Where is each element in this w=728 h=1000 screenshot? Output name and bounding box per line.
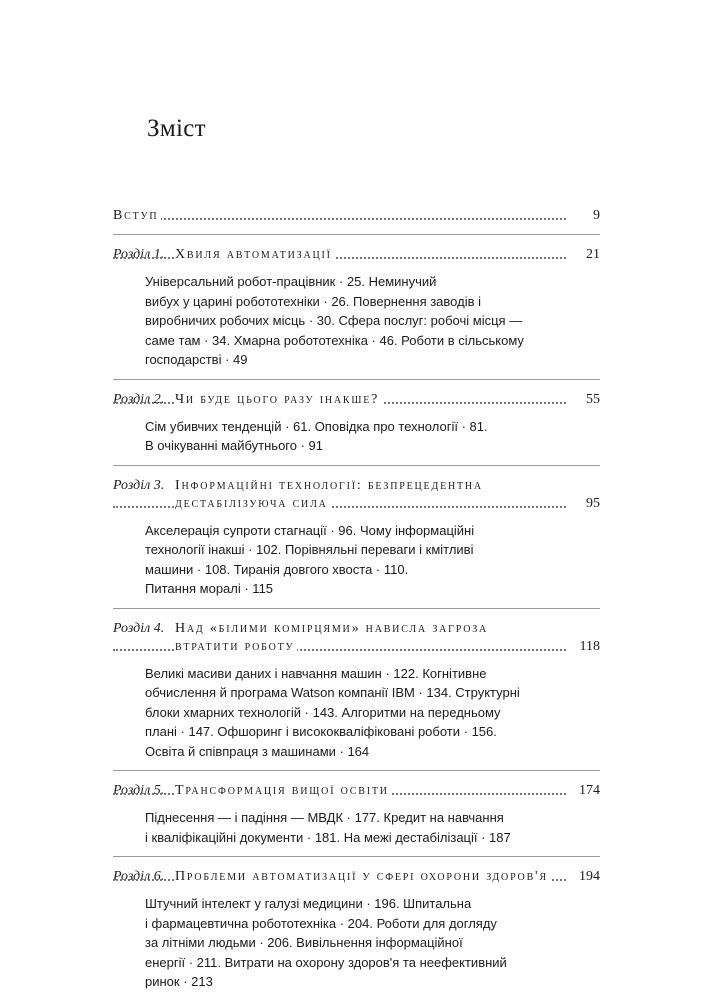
subsection-line: за літніми людьми · 206. Вивільнення інформаційної <box>145 935 463 950</box>
dot-leader <box>113 218 566 220</box>
subsection-line: плані · 147. Офшоринг і висококваліфіковані роботи · 156. <box>145 724 497 739</box>
chapter-label: Розділ 1. <box>113 247 165 262</box>
chapter-subsections <box>145 894 545 992</box>
toc-entry-chapter-2 <box>113 391 600 456</box>
intro-page-number: 9 <box>593 208 600 223</box>
chapter-title: дестабілізуюча сила <box>175 496 331 511</box>
chapter-label: Розділ 5. <box>113 783 165 798</box>
chapter-title: Трансформація вищої освіти <box>175 783 392 798</box>
chapter-subsections <box>145 417 545 456</box>
toc-entry-intro <box>113 207 600 225</box>
subsection-line: Акселерація супроти стагнації · 96. Чому інформаційні <box>145 522 475 538</box>
subsection-line: вибух у царині робототехніки · 26. Повернення заводів і <box>145 293 481 309</box>
separator-line <box>113 608 600 609</box>
toc-entry-header <box>113 868 600 886</box>
toc-entry-chapter-3 <box>113 477 600 599</box>
subsection-line: Сім убивчих тенденцій · 61. Оповідка про технології · 81. <box>145 418 488 434</box>
subsection-line: і фармацевтична робототехніка · 204. Роботи для догляду <box>145 915 497 931</box>
toc-entry-header <box>113 620 600 656</box>
chapter-title: втратити роботу <box>175 639 297 654</box>
subsection-line: енергії · 211. Витрати на охорону здоров'я та неефективний <box>145 954 507 970</box>
chapter-page-number: 21 <box>586 247 600 262</box>
toc-entry-chapter-5 <box>113 782 600 847</box>
separator-line <box>113 234 600 235</box>
chapter-page-number: 95 <box>586 495 600 511</box>
subsection-line: і кваліфікаційні документи · 181. На межі дестабілізації · 187 <box>145 829 511 845</box>
chapter-title: Хвиля автоматизації <box>175 247 335 262</box>
chapter-title: Над «білими комірцями» нависла загроза <box>175 621 491 636</box>
subsection-line: Освіта й співпраця з машинами · 164 <box>145 743 370 759</box>
chapter-page-number: 194 <box>579 869 600 884</box>
toc-entry-header <box>113 246 600 264</box>
subsection-line: Штучний інтелект у галузі медицини · 196. Шпитальна <box>145 896 472 911</box>
intro-title: Вступ <box>113 208 161 223</box>
chapter-subsections <box>145 272 545 370</box>
subsection-line: господарстві · 49 <box>145 352 248 367</box>
chapter-label: Розділ 2. <box>113 391 165 407</box>
chapter-page-number: 118 <box>579 638 600 654</box>
chapter-subsections <box>145 664 545 762</box>
subsection-line: технології інакші · 102. Порівняльні переваги і кмітливі <box>145 542 474 557</box>
subsection-line: блоки хмарних технологій · 143. Алгоритми на передньому <box>145 704 501 720</box>
chapter-label: Розділ 6. <box>113 869 165 884</box>
separator-line <box>113 856 600 857</box>
toc-entry-chapter-4 <box>113 620 600 762</box>
separator-line <box>113 465 600 466</box>
toc-entry-chapter-1 <box>113 246 600 370</box>
toc-entry-header <box>113 477 600 513</box>
chapter-page-number: 55 <box>586 391 600 407</box>
subsection-line: Піднесення — і падіння — МВДК · 177. Кредит на навчання <box>145 810 504 825</box>
chapter-title: Проблеми автоматизації у сфері охорони здоров'я <box>175 869 551 884</box>
subsection-line: Універсальний робот-працівник · 25. Неминучий <box>145 274 437 289</box>
subsection-line: обчислення й програма Watson компанії IBM · 134. Структурні <box>145 685 520 700</box>
subsection-line: В очікуванні майбутнього · 91 <box>145 438 323 453</box>
subsection-line: виробничих робочих місць · 30. Сфера послуг: робочі місця — <box>145 313 523 328</box>
table-of-contents <box>113 207 600 992</box>
chapter-subsections <box>145 808 545 847</box>
toc-entry-header <box>113 782 600 800</box>
separator-line <box>113 379 600 380</box>
chapter-label: Розділ 3. <box>113 477 165 493</box>
chapter-page-number: 174 <box>579 783 600 798</box>
toc-entry-header <box>113 207 600 225</box>
page-title: Зміст <box>147 115 206 142</box>
subsection-line: ринок · 213 <box>145 974 213 989</box>
toc-entry-header <box>113 391 600 409</box>
subsection-line: Питання моралі · 115 <box>145 581 274 596</box>
chapter-label: Розділ 4. <box>113 620 165 636</box>
chapter-title: Чи буде цього разу інакше? <box>175 392 382 407</box>
subsection-line: саме там · 34. Хмарна робототехніка · 46. Роботи в сільському <box>145 332 524 348</box>
subsection-line: Великі масиви даних і навчання машин · 122. Когнітивне <box>145 665 487 681</box>
chapter-title: Інформаційні технології: безпрецедентна <box>175 478 486 493</box>
subsection-line: машини · 108. Тиранія довгого хвоста · 110. <box>145 561 409 577</box>
toc-entry-chapter-6 <box>113 868 600 992</box>
chapters-list <box>113 246 600 992</box>
chapter-subsections <box>145 521 545 599</box>
separator-line <box>113 770 600 771</box>
